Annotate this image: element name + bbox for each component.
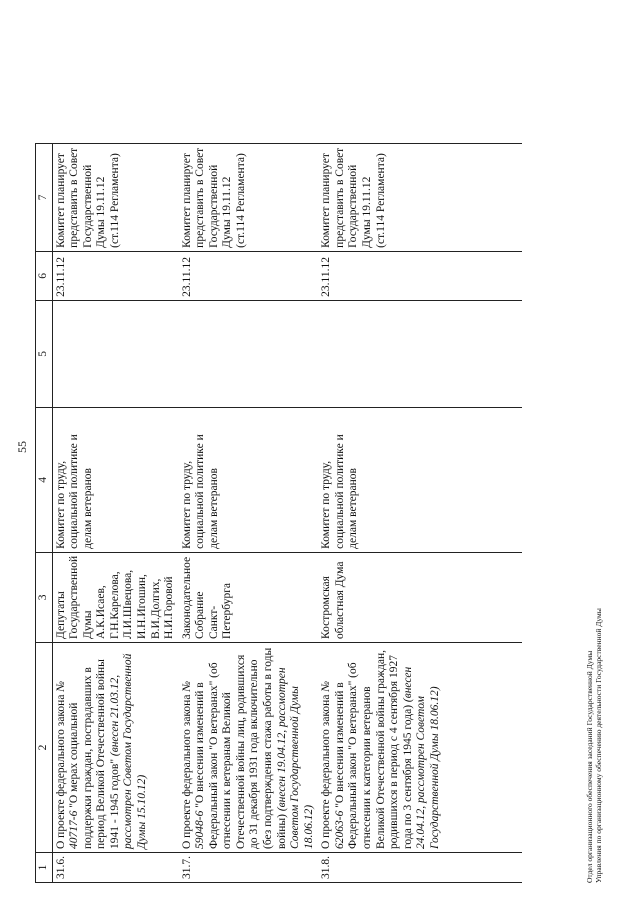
bill-italic-text: (внесен 19.04.12, рассмотрен Советом Государственной Думы 18.06.12) (275, 667, 315, 849)
committee: Комитет по труду, социальной политике и делам ветеранов (179, 407, 319, 552)
bill-text: "О мерах социальной поддержки граждан, пострадавших в период Великой Отечественной войны 1941 - 1945 годов" (68, 659, 121, 849)
bill-italic-text: № 62063-6 (320, 680, 346, 849)
bill-italic-text: (внесен 21.03.12, рассмотрен Советом Государственной Думы 15.10.12) (108, 653, 148, 849)
item-number: 31.6. (52, 853, 179, 883)
bill-title (179, 643, 319, 853)
bill-italic-text: № 40717-6 (54, 680, 81, 849)
footer-line: Управления по организационному обеспечению деятельности Государственной Думы (594, 608, 604, 883)
column-5-cell (318, 300, 522, 407)
column-header: 2 (36, 643, 53, 853)
note: Комитет планирует представить в Совет Государственной Думы 19.11.12 (ст.114 Регламента) (52, 143, 179, 251)
date: 23.11.12 (318, 251, 522, 300)
note: Комитет планирует представить в Совет Государственной Думы 19.11.12 (ст.114 Регламента) (179, 143, 319, 251)
agenda-table (35, 143, 522, 883)
bill-italic-text: (внесен 24.04.12, рассмотрен Советом Государственной Думы 18.06.12) (401, 666, 441, 849)
item-number: 31.8. (318, 853, 522, 883)
column-header: 7 (36, 143, 53, 251)
bill-text: "О внесении изменений в Федеральный закон "О ветеранах" (об отнесении к категории ветеранов Великой Отечественной войны граждан, родившихся в период с 4 сентября 1927 года по 3 сентября 1945 года) (333, 650, 414, 849)
bill-italic-text: № 59048-6 (180, 680, 207, 849)
column-header: 3 (36, 552, 53, 642)
column-header: 1 (36, 853, 53, 883)
bill-text: О проекте федерального закона (180, 691, 193, 849)
column-header: 5 (36, 300, 53, 407)
date: 23.11.12 (52, 251, 179, 300)
table-row (318, 143, 522, 882)
date: 23.11.12 (179, 251, 319, 300)
header-row (36, 143, 53, 882)
initiator: Депутаты Государственной Думы А.К.Исаев, Г.Н.Карелова, Л.И.Швецова, И.Н.Игошин, В.И.Долгих, Н.И.Горовой (52, 552, 179, 642)
page-number: 55 (15, 441, 29, 453)
initiator: Законодательное Собрание Санкт-Петербурга (179, 552, 319, 642)
footer-line: Отдел организационного обеспечения заседаний Государственной Думы (585, 650, 594, 883)
initiator: Костромская областная Дума (318, 552, 522, 642)
bill-text: "О внесении изменений в Федеральный закон "О ветеранах" (об отнесении к ветеранам Великой Отечественной войны лиц, родившихся до 31 декабря 1931 года включительно (без подтверждения стажа работы в годы войны) (194, 647, 288, 849)
column-5-cell (179, 300, 319, 407)
rotated-page (10, 13, 620, 893)
bill-text: О проекте федерального закона (320, 691, 333, 849)
footer (585, 608, 604, 883)
table-row (52, 143, 179, 882)
committee: Комитет по труду, социальной политике и делам ветеранов (52, 407, 179, 552)
bill-title (318, 643, 522, 853)
committee: Комитет по труду, социальной политике и делам ветеранов (318, 407, 522, 552)
table-row (179, 143, 319, 882)
column-header: 6 (36, 251, 53, 300)
item-number: 31.7. (179, 853, 319, 883)
bill-title (52, 643, 179, 853)
column-5-cell (52, 300, 179, 407)
bill-text: О проекте федерального закона (54, 691, 67, 849)
note: Комитет планирует представить в Совет Государственной Думы 19.11.12 (ст.114 Регламента) (318, 143, 522, 251)
column-header: 4 (36, 407, 53, 552)
